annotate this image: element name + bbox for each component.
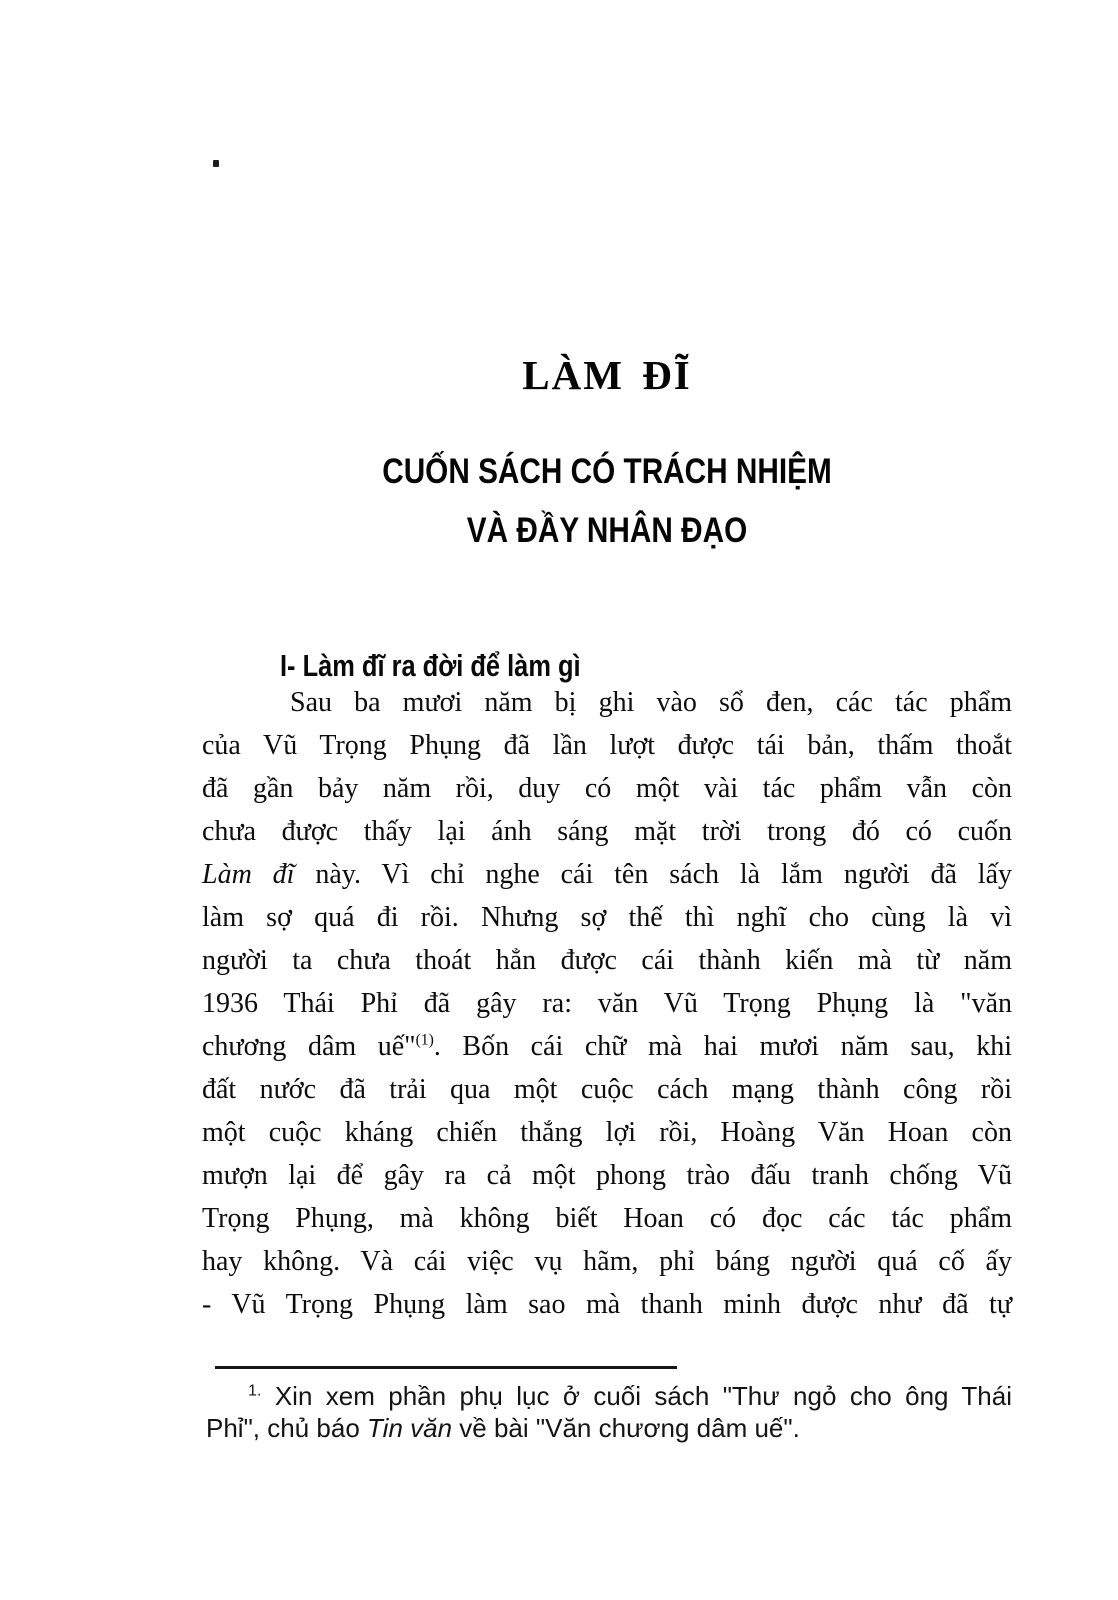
text-line (202, 1197, 1012, 1240)
book-title: LÀM ĐĨ (522, 352, 692, 399)
chapter-subtitle (263, 442, 952, 560)
text-run: người ta chưa thoát hẳn được cái thành kiến mà từ năm (202, 945, 1012, 976)
subtitle-line-1: CUỐN SÁCH CÓ TRÁCH NHIỆM (382, 452, 832, 491)
text-line (202, 1154, 1012, 1197)
text-line (202, 982, 1012, 1025)
text-line (202, 1283, 1012, 1326)
text-run: chưa được thấy lại ánh sáng mặt trời trong đó có cuốn (202, 816, 1012, 847)
text-run: hay không. Và cái việc vụ hãm, phỉ báng người quá cố ấy (202, 1246, 1012, 1277)
text-run: Trọng Phụng, mà không biết Hoan có đọc các tác phẩm (202, 1203, 1012, 1234)
text-run: về bài "Văn chương dâm uế". (452, 1413, 800, 1443)
text-line (202, 1240, 1012, 1283)
text-line (202, 724, 1012, 767)
text-line (202, 939, 1012, 982)
body-paragraph (202, 681, 1012, 1326)
footnote-ref-superscript: (1) (415, 1031, 434, 1049)
text-run: Xin xem phần phụ lục ở cuối sách "Thư ngỏ cho ông Thái (261, 1381, 1012, 1411)
subtitle-line-2: VÀ ĐẦY NHÂN ĐẠO (466, 511, 748, 550)
text-run: Làm đĩ (202, 859, 295, 890)
section-heading: I- Làm đĩ ra đời để làm gì (280, 647, 581, 683)
text-line (202, 810, 1012, 853)
text-line (202, 1068, 1012, 1111)
scan-artifact-dot (213, 160, 219, 167)
text-run: đã gần bảy năm rồi, duy có một vài tác phẩm vẫn còn (202, 773, 1012, 804)
text-line (202, 681, 1012, 724)
text-run: này. Vì chỉ nghe cái tên sách là lắm người đã lấy (294, 859, 1013, 890)
text-run: mượn lại để gây ra cả một phong trào đấu tranh chống Vũ (202, 1160, 1012, 1191)
text-line (202, 896, 1012, 939)
text-line (202, 767, 1012, 810)
text-line (202, 1025, 1012, 1068)
text-line (206, 1380, 1012, 1412)
footnote-ref-superscript: 1. (248, 1381, 262, 1400)
text-run: làm sợ quá đi rồi. Nhưng sợ thế thì nghĩ cho cùng là vì (202, 902, 1012, 933)
text-run: . Bốn cái chữ mà hai mươi năm sau, khi (433, 1031, 1012, 1062)
text-line (206, 1412, 1012, 1444)
text-run: Phỉ", chủ báo (206, 1413, 368, 1443)
text-run: Tin văn (367, 1413, 453, 1443)
text-run: Sau ba mươi năm bị ghi vào sổ đen, các tác phẩm (290, 687, 1012, 718)
footnote-separator (215, 1366, 677, 1369)
text-run: của Vũ Trọng Phụng đã lần lượt được tái bản, thấm thoắt (202, 730, 1012, 761)
text-run: 1936 Thái Phỉ đã gây ra: văn Vũ Trọng Phụng là "văn (202, 988, 1012, 1019)
text-run: đất nước đã trải qua một cuộc cách mạng thành công rồi (202, 1074, 1012, 1105)
text-run: một cuộc kháng chiến thắng lợi rồi, Hoàng Văn Hoan còn (202, 1117, 1012, 1148)
text-line (202, 1111, 1012, 1154)
footnote-text (206, 1380, 1012, 1444)
text-line (202, 853, 1012, 896)
text-run: - Vũ Trọng Phụng làm sao mà thanh minh được như đã tự (202, 1289, 1012, 1320)
text-run: chương dâm uế" (202, 1031, 416, 1062)
